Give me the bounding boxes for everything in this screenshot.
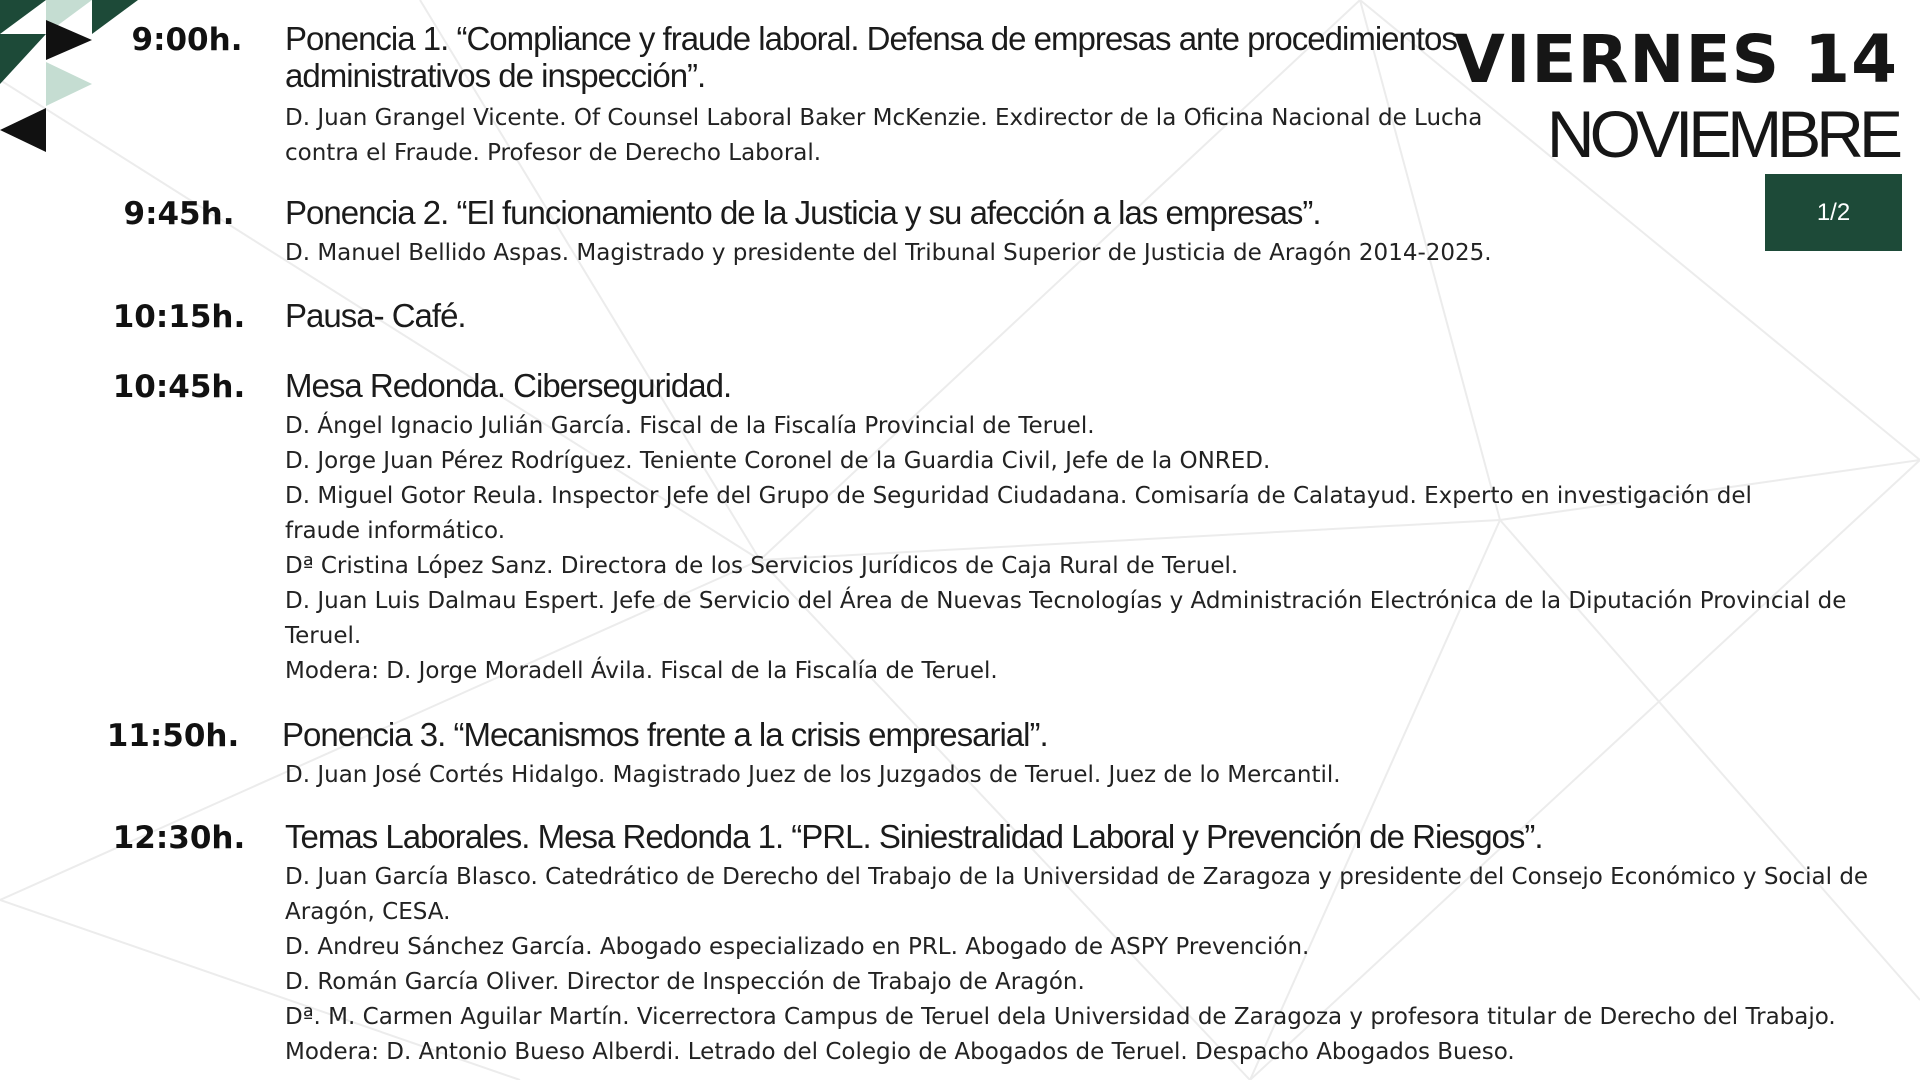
speaker-entry: D. Jorge Juan Pérez Rodríguez. Teniente Coronel de la Guardia Civil, Jefe de la ONRED.	[285, 448, 1271, 474]
speaker-entry: D. Juan José Cortés Hidalgo. Magistrado Juez de los Juzgados de Teruel. Juez de lo Mercantil.	[285, 762, 1341, 788]
speaker-entry: Modera: D. Antonio Bueso Alberdi. Letrado del Colegio de Abogados de Teruel. Despacho Abogados Bueso.	[285, 1039, 1515, 1065]
day-month: NOVIEMBRE	[1546, 97, 1898, 171]
session-title: Ponencia 3. “Mecanismos frente a la crisis empresarial”.	[282, 716, 1048, 753]
session-time: 12:30h.	[112, 820, 246, 856]
session-time: 9:45h.	[123, 196, 235, 232]
page-indicator-badge: 1/2	[1765, 174, 1902, 251]
day-weekday: VIERNES 14	[1453, 21, 1898, 98]
session-time: 10:15h.	[112, 299, 246, 335]
speaker-list	[285, 101, 1515, 171]
session-title: Mesa Redonda. Ciberseguridad.	[285, 367, 732, 404]
speaker-list	[285, 409, 1895, 689]
session-title: Ponencia 2. “El funcionamiento de la Justicia y su afección a las empresas”.	[285, 194, 1321, 231]
session-time: 11:50h.	[106, 718, 240, 754]
speaker-entry: Dª Cristina López Sanz. Directora de los Servicios Jurídicos de Caja Rural de Teruel.	[285, 553, 1239, 579]
session-title: Temas Laborales. Mesa Redonda 1. “PRL. Siniestralidad Laboral y Prevención de Riesgos”.	[285, 818, 1543, 855]
session-time: 9:00h.	[131, 22, 243, 58]
speaker-entry: D. Juan Grangel Vicente. Of Counsel Laboral Baker McKenzie. Exdirector de la Oficina Nacional de Lucha contra el Fraude. Profesor de Derecho Laboral.	[285, 105, 1483, 166]
speaker-list	[285, 236, 1905, 271]
speaker-entry: D. Andreu Sánchez García. Abogado especializado en PRL. Abogado de ASPY Prevención.	[285, 934, 1310, 960]
speaker-entry: D. Miguel Gotor Reula. Inspector Jefe del Grupo de Seguridad Ciudadana. Comisaría de Calatayud. Experto en investigación del fraude informático.	[285, 483, 1752, 544]
speaker-entry: Modera: D. Jorge Moradell Ávila. Fiscal de la Fiscalía de Teruel.	[285, 658, 998, 684]
speaker-entry: Dª. M. Carmen Aguilar Martín. Vicerrectora Campus de Teruel dela Universidad de Zaragoza y profesora titular de Derecho del Trabajo.	[285, 1004, 1836, 1030]
session-title: Ponencia 1. “Compliance y fraude laboral. Defensa de empresas ante procedimientos administrativos de inspección”.	[285, 20, 1457, 94]
speaker-entry: D. Román García Oliver. Director de Inspección de Trabajo de Aragón.	[285, 969, 1085, 995]
speaker-list	[285, 860, 1910, 1070]
speaker-entry: D. Manuel Bellido Aspas. Magistrado y presidente del Tribunal Superior de Justicia de Aragón 2014-2025.	[285, 240, 1492, 266]
speaker-list	[285, 758, 1905, 793]
speaker-entry: D. Juan Luis Dalmau Espert. Jefe de Servicio del Área de Nuevas Tecnologías y Administración Electrónica de la Diputación Provincial de Teruel.	[285, 588, 1847, 649]
session-title: Pausa- Café.	[285, 297, 466, 334]
speaker-entry: D. Juan García Blasco. Catedrático de Derecho del Trabajo de la Universidad de Zaragoza y presidente del Consejo Económico y Social de Aragón, CESA.	[285, 864, 1869, 925]
speaker-entry: D. Ángel Ignacio Julián García. Fiscal de la Fiscalía Provincial de Teruel.	[285, 413, 1095, 439]
session-time: 10:45h.	[112, 369, 246, 405]
